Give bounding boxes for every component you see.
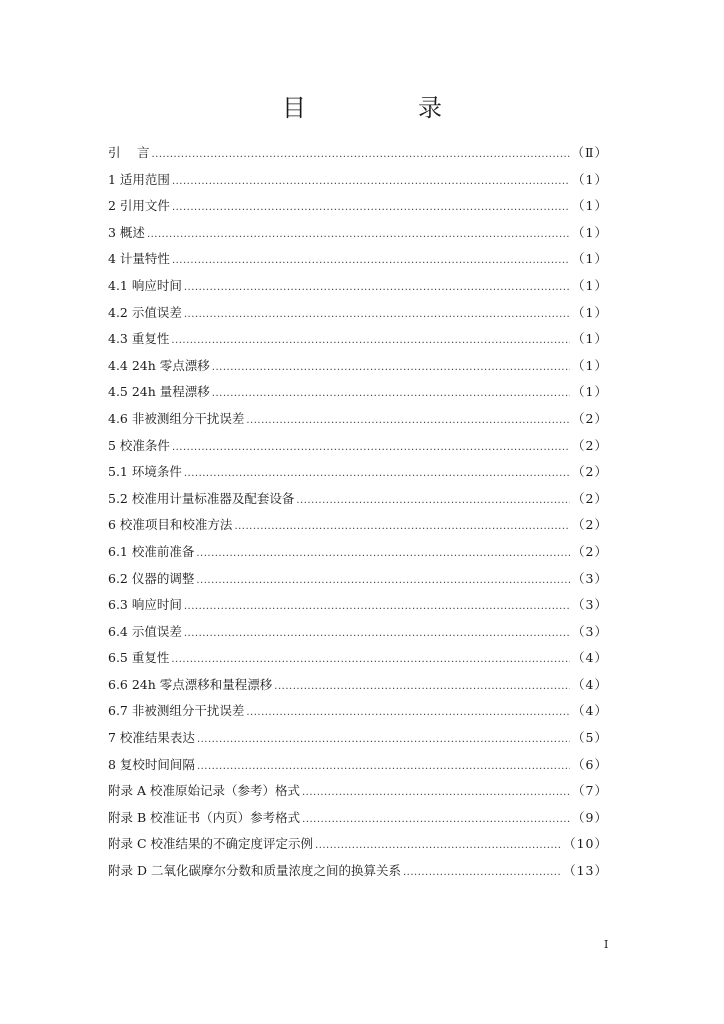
toc-entry[interactable] (108, 382, 608, 409)
toc-entry-label: 引 言 (108, 145, 150, 160)
toc-entry[interactable] (108, 436, 608, 463)
toc-leader-dots (147, 229, 570, 240)
toc-leader-dots (212, 388, 570, 399)
toc-entry-page: （2） (572, 437, 608, 453)
toc-leader-dots (172, 176, 570, 187)
toc-entry[interactable] (108, 675, 608, 702)
toc-entry-label: 6.7 非被测组分干扰误差 (108, 703, 245, 719)
toc-entry-label: 附录 B 校准证书（内页）参考格式 (108, 809, 301, 825)
toc-leader-dots (403, 867, 561, 878)
toc-entry-page: （2） (572, 464, 608, 480)
toc-entry-label: 6.5 重复性 (108, 650, 170, 666)
toc-entry-page: （1） (572, 357, 608, 373)
toc-entry[interactable] (108, 595, 608, 622)
toc-entry[interactable] (108, 728, 608, 755)
toc-entry-page: （4） (572, 650, 608, 666)
toc-leader-dots (296, 495, 570, 506)
toc-entry-page: （4） (572, 703, 608, 719)
toc-entry-label: 2 引用文件 (108, 198, 170, 214)
toc-entry[interactable] (108, 303, 608, 330)
toc-entry-page: （1） (572, 171, 608, 187)
toc-leader-dots (184, 309, 570, 320)
toc-entry-label: 4.6 非被测组分干扰误差 (108, 410, 245, 426)
toc-entry[interactable] (108, 701, 608, 728)
toc-entry-page: （6） (572, 756, 608, 772)
toc-leader-dots (172, 442, 570, 453)
toc-entry-page: （13） (563, 863, 608, 879)
toc-entry[interactable] (108, 834, 608, 861)
toc-entry-label: 4.4 24h 零点漂移 (108, 357, 210, 373)
toc-entry[interactable] (108, 861, 608, 888)
toc-entry[interactable] (108, 143, 608, 170)
toc-entry-label: 4.5 24h 量程漂移 (108, 384, 210, 400)
toc-entry-label: 7 校准结果表达 (108, 730, 195, 746)
toc-leader-dots (246, 415, 570, 426)
toc-entry-page: （1） (572, 198, 608, 214)
toc-entry-label: 5.1 环境条件 (108, 464, 182, 480)
toc-leader-dots (234, 521, 570, 532)
toc-entry[interactable] (108, 489, 608, 516)
toc-entry-page: （1） (572, 277, 608, 293)
toc-leader-dots (246, 707, 570, 718)
toc-entry-label: 4.3 重复性 (108, 331, 170, 347)
toc-entry-page: （10） (563, 836, 608, 852)
toc-entry-label: 6 校准项目和校准方法 (108, 517, 233, 533)
page-number: I (604, 938, 609, 951)
toc-entry[interactable] (108, 170, 608, 197)
toc-entry-label: 5.2 校准用计量标准器及配套设备 (108, 490, 295, 506)
toc-entry[interactable] (108, 249, 608, 276)
toc-entry-label: 附录 A 校准原始记录（参考）格式 (108, 783, 300, 799)
toc-leader-dots (196, 548, 570, 559)
toc-entry-label: 6.6 24h 零点漂移和量程漂移 (108, 676, 273, 692)
toc-leader-dots (212, 362, 570, 373)
toc-entry-page: （9） (572, 809, 608, 825)
toc-entry-page: （1） (572, 304, 608, 320)
toc-entry[interactable] (108, 196, 608, 223)
toc-leader-dots (171, 335, 570, 346)
toc-entry[interactable] (108, 569, 608, 596)
toc-leader-dots (197, 761, 570, 772)
toc-entry-page: （1） (572, 331, 608, 347)
toc-leader-dots (184, 282, 570, 293)
toc-leader-dots (151, 149, 569, 160)
toc-entry-label: 6.4 示值误差 (108, 623, 182, 639)
toc-leader-dots (184, 601, 570, 612)
toc-leader-dots (171, 654, 570, 665)
toc-entry-label: 8 复校时间间隔 (108, 756, 195, 772)
page-title: 目 录 (282, 94, 486, 122)
toc-entry-page: （2） (572, 490, 608, 506)
toc-leader-dots (184, 468, 570, 479)
toc-entry[interactable] (108, 542, 608, 569)
toc-leader-dots (184, 628, 570, 639)
toc-entry-page: （2） (572, 517, 608, 533)
toc-entry-label: 6.2 仪器的调整 (108, 570, 195, 586)
toc-entry[interactable] (108, 462, 608, 489)
toc-entry-page: （3） (572, 597, 608, 613)
toc-entry-label: 5 校准条件 (108, 437, 170, 453)
toc-entry[interactable] (108, 622, 608, 649)
toc-leader-dots (197, 734, 570, 745)
toc-entry-page: （1） (572, 224, 608, 240)
toc-leader-dots (172, 255, 570, 266)
toc-entry-label: 6.3 响应时间 (108, 597, 182, 613)
toc-entry-label: 附录 D 二氧化碳摩尔分数和质量浓度之间的换算关系 (108, 863, 401, 879)
toc-entry[interactable] (108, 781, 608, 808)
toc-leader-dots (196, 575, 570, 586)
toc-leader-dots (302, 814, 570, 825)
toc-entry-label: 3 概述 (108, 224, 145, 240)
toc-entry[interactable] (108, 356, 608, 383)
toc-entry-label: 6.1 校准前准备 (108, 543, 195, 559)
toc-leader-dots (302, 787, 570, 798)
toc-entry[interactable] (108, 808, 608, 835)
toc-entry-label: 4.2 示值误差 (108, 304, 182, 320)
toc-leader-dots (172, 202, 570, 213)
toc-entry-page: （1） (572, 251, 608, 267)
toc-entry[interactable] (108, 515, 608, 542)
toc-entry[interactable] (108, 409, 608, 436)
toc-entry[interactable] (108, 276, 608, 303)
toc-entry-label: 4.1 响应时间 (108, 277, 182, 293)
toc-leader-dots (274, 681, 570, 692)
table-of-contents (108, 143, 608, 888)
toc-entry[interactable] (108, 329, 608, 356)
toc-entry-label: 附录 C 校准结果的不确定度评定示例 (108, 836, 314, 852)
toc-entry[interactable] (108, 223, 608, 250)
toc-entry-label: 1 适用范围 (108, 171, 170, 187)
toc-entry-page: （7） (572, 783, 608, 799)
toc-entry-label: 4 计量特性 (108, 251, 170, 267)
toc-entry-page: （1） (572, 384, 608, 400)
toc-entry[interactable] (108, 648, 608, 675)
toc-entry-page: （Ⅱ） (571, 145, 608, 160)
toc-entry-page: （3） (572, 570, 608, 586)
toc-entry-page: （5） (572, 730, 608, 746)
toc-entry-page: （2） (572, 410, 608, 426)
toc-entry[interactable] (108, 755, 608, 782)
toc-leader-dots (315, 840, 561, 851)
toc-entry-page: （3） (572, 623, 608, 639)
toc-entry-page: （2） (572, 543, 608, 559)
toc-entry-page: （4） (572, 676, 608, 692)
